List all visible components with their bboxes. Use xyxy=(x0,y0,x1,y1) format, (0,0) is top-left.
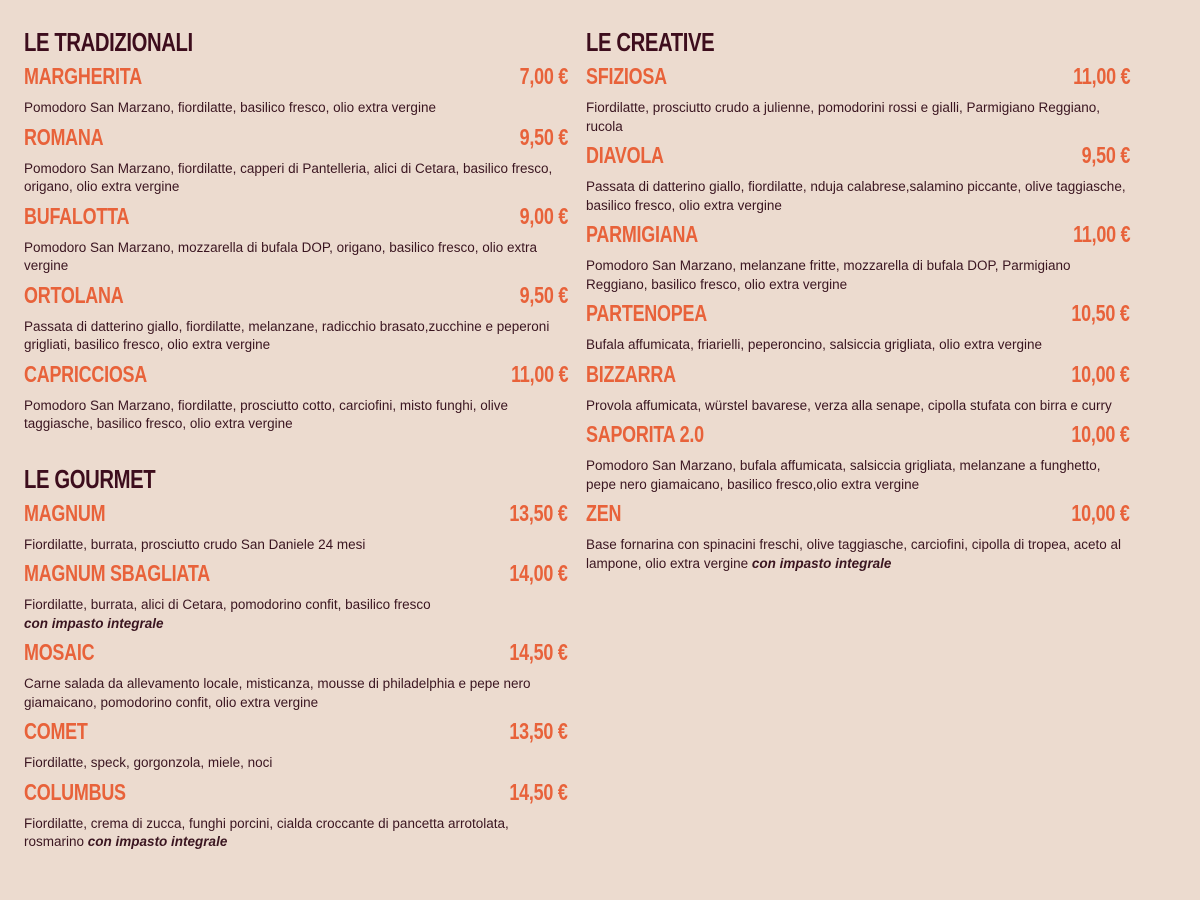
menu-item-header xyxy=(586,137,1130,173)
menu-item-header xyxy=(24,713,568,749)
menu-item-header xyxy=(24,555,568,591)
menu-item-ingredients: Pomodoro San Marzano, bufala affumicata, salsiccia grigliata, melanzane a funghetto, pepe nero giamaicano, basilico fresco,olio extra vergine xyxy=(586,458,1101,492)
menu-item-description xyxy=(24,815,568,852)
menu-item-ingredients: Pomodoro San Marzano, melanzane fritte, mozzarella di bufala DOP, Parmigiano Reggiano, basilico fresco, olio extra vergine xyxy=(586,258,1071,292)
menu-item-header xyxy=(586,295,1130,331)
menu-item-name: ORTOLANA xyxy=(24,281,124,308)
menu-item-ingredients: Pomodoro San Marzano, fiordilatte, prosciutto cotto, carciofini, misto funghi, olive taggiasche, basilico fresco, olio extra vergine xyxy=(24,397,508,431)
menu-item-price: 9,50 € xyxy=(519,281,568,308)
menu-item xyxy=(586,295,1130,355)
menu-item-ingredients: Passata di datterino giallo, fiordilatte, melanzane, radicchio brasato,zucchine e peperoni grigliati, basilico fresco, olio extra vergine xyxy=(24,318,550,352)
menu-item-name: MAGNUM xyxy=(24,499,106,526)
menu-item xyxy=(586,137,1130,215)
menu-item-price: 13,50 € xyxy=(509,718,568,744)
menu-item-price: 9,50 € xyxy=(519,123,568,150)
menu-item-price: 11,00 € xyxy=(1072,221,1130,247)
menu-item xyxy=(24,58,568,118)
menu-item-ingredients: Base fornarina con spinacini freschi, olive taggiasche, carciofini, cipolla di tropea, aceto al lampone, olio extra vergine xyxy=(586,537,1122,571)
menu-item-price: 10,50 € xyxy=(1071,300,1130,326)
menu-item xyxy=(24,277,568,355)
menu-item-dough-note: con impasto integrale xyxy=(751,555,892,571)
menu-item-ingredients: Fiordilatte, burrata, prosciutto crudo San Daniele 24 mesi xyxy=(24,536,366,552)
menu-column-right xyxy=(586,26,1130,574)
menu-item-price: 11,00 € xyxy=(1072,63,1130,89)
menu-item-header xyxy=(586,495,1130,531)
menu-item-name: MOSAIC xyxy=(24,639,95,665)
menu-item-header xyxy=(586,58,1130,94)
menu-item-name: COLUMBUS xyxy=(24,778,126,805)
menu-item xyxy=(24,713,568,773)
menu-item-price: 9,50 € xyxy=(1081,142,1130,168)
menu-item-description xyxy=(24,397,568,434)
menu-item-name: PARTENOPEA xyxy=(586,300,707,326)
menu-item-ingredients: Fiordilatte, prosciutto crudo a julienne, pomodorini rossi e gialli, Parmigiano Reggiano, rucola xyxy=(586,100,1101,134)
menu-item-list xyxy=(24,58,568,434)
menu-item-description xyxy=(24,536,568,555)
menu-item-description xyxy=(24,99,568,118)
section-title: LE TRADIZIONALI xyxy=(24,27,193,57)
menu-item-ingredients: Pomodoro San Marzano, fiordilatte, basilico fresco, olio extra vergine xyxy=(24,100,436,115)
menu-item-price: 10,00 € xyxy=(1071,360,1130,387)
menu-item-dough-note: con impasto integrale xyxy=(24,615,164,631)
menu-item-price: 7,00 € xyxy=(519,63,568,89)
menu-item-ingredients: Fiordilatte, speck, gorgonzola, miele, noci xyxy=(24,755,273,770)
menu-item xyxy=(24,356,568,434)
menu-item-header xyxy=(24,277,568,313)
menu-item xyxy=(24,774,568,852)
section-title: LE CREATIVE xyxy=(586,27,715,57)
menu-item-description xyxy=(24,596,568,633)
menu-item-ingredients: Pomodoro San Marzano, fiordilatte, capperi di Pantelleria, alici di Cetara, basilico fresco, origano, olio extra vergine xyxy=(24,160,553,194)
menu-item-ingredients: Passata di datterino giallo, fiordilatte, nduja calabrese,salamino piccante, olive taggiasche, basilico fresco, olio extra vergine xyxy=(586,179,1126,213)
menu-item-description xyxy=(24,754,568,773)
menu-item-header xyxy=(24,119,568,155)
menu-item-name: COMET xyxy=(24,718,88,744)
menu-item-ingredients: Pomodoro San Marzano, mozzarella di bufala DOP, origano, basilico fresco, olio extra vergine xyxy=(24,239,538,273)
menu-item-price: 10,00 € xyxy=(1071,421,1130,447)
section-tradizionali xyxy=(24,26,568,434)
menu-item-name: ZEN xyxy=(586,500,622,526)
menu-item-price: 13,50 € xyxy=(509,499,568,526)
section-creative xyxy=(586,26,1130,573)
menu-item xyxy=(24,119,568,197)
menu-item xyxy=(586,495,1130,573)
menu-item-description xyxy=(24,239,568,276)
menu-item-header xyxy=(24,634,568,670)
menu-item-description xyxy=(586,457,1130,494)
menu-item-price: 14,50 € xyxy=(509,778,568,805)
menu-item-name: SFIZIOSA xyxy=(586,63,667,89)
menu-item-dough-note: con impasto integrale xyxy=(87,834,228,849)
menu-item-ingredients: Fiordilatte, burrata, alici di Cetara, pomodorino confit, basilico fresco xyxy=(24,597,431,612)
menu-item-price: 11,00 € xyxy=(510,360,568,387)
menu-item-description xyxy=(586,99,1130,136)
menu-item-name: MARGHERITA xyxy=(24,63,142,89)
menu-item-description xyxy=(586,536,1130,573)
menu-item-list xyxy=(24,495,568,852)
menu-item-header xyxy=(586,416,1130,452)
menu-item-list xyxy=(586,58,1130,573)
menu-item xyxy=(24,198,568,276)
menu-item-name: DIAVOLA xyxy=(586,142,664,168)
menu-item xyxy=(586,416,1130,494)
menu-column-left xyxy=(24,26,568,853)
menu-item-ingredients: Carne salada da allevamento locale, misticanza, mousse di philadelphia e pepe nero giamaicano, pomodorino confit, olio extra vergine xyxy=(24,676,531,710)
menu-item-description xyxy=(586,397,1130,416)
menu-item-ingredients: Bufala affumicata, friarielli, peperoncino, salsiccia grigliata, olio extra vergine xyxy=(586,337,1042,352)
menu-item-name: MAGNUM SBAGLIATA xyxy=(24,560,210,586)
menu-item-description xyxy=(586,257,1130,294)
menu-item-price: 14,00 € xyxy=(509,560,568,586)
menu-item-description xyxy=(24,160,568,197)
menu-item xyxy=(24,495,568,555)
menu-item-header xyxy=(24,774,568,810)
menu-item-name: PARMIGIANA xyxy=(586,221,698,247)
menu-item xyxy=(586,216,1130,294)
menu-item-description xyxy=(586,336,1130,355)
menu-item-header xyxy=(586,356,1130,392)
menu-item xyxy=(586,356,1130,416)
menu-item-description xyxy=(24,318,568,355)
menu-item-price: 14,50 € xyxy=(509,639,568,665)
menu-item-name: BUFALOTTA xyxy=(24,202,130,229)
menu-item-name: SAPORITA 2.0 xyxy=(586,421,704,447)
menu-item xyxy=(24,555,568,633)
menu-item-price: 10,00 € xyxy=(1071,500,1130,526)
section-title: LE GOURMET xyxy=(24,463,156,494)
menu-item-header xyxy=(24,58,568,94)
menu-item-description xyxy=(586,178,1130,215)
menu-item xyxy=(586,58,1130,136)
menu-item-price: 9,00 € xyxy=(519,202,568,229)
menu-item-name: BIZZARRA xyxy=(586,360,676,387)
menu-item-name: CAPRICCIOSA xyxy=(24,360,148,387)
section-gourmet xyxy=(24,463,568,852)
menu-item-header xyxy=(586,216,1130,252)
menu-item-header xyxy=(24,495,568,531)
menu-item-ingredients: Fiordilatte, crema di zucca, funghi porcini, cialda croccante di pancetta arrotolata, rosmarino xyxy=(24,815,509,849)
menu-item-header xyxy=(24,198,568,234)
menu-item-name: ROMANA xyxy=(24,123,104,150)
menu-item-ingredients: Provola affumicata, würstel bavarese, verza alla senape, cipolla stufata con birra e curry xyxy=(586,397,1112,413)
menu-item-description xyxy=(24,675,568,712)
menu-item xyxy=(24,634,568,712)
menu-item-header xyxy=(24,356,568,392)
